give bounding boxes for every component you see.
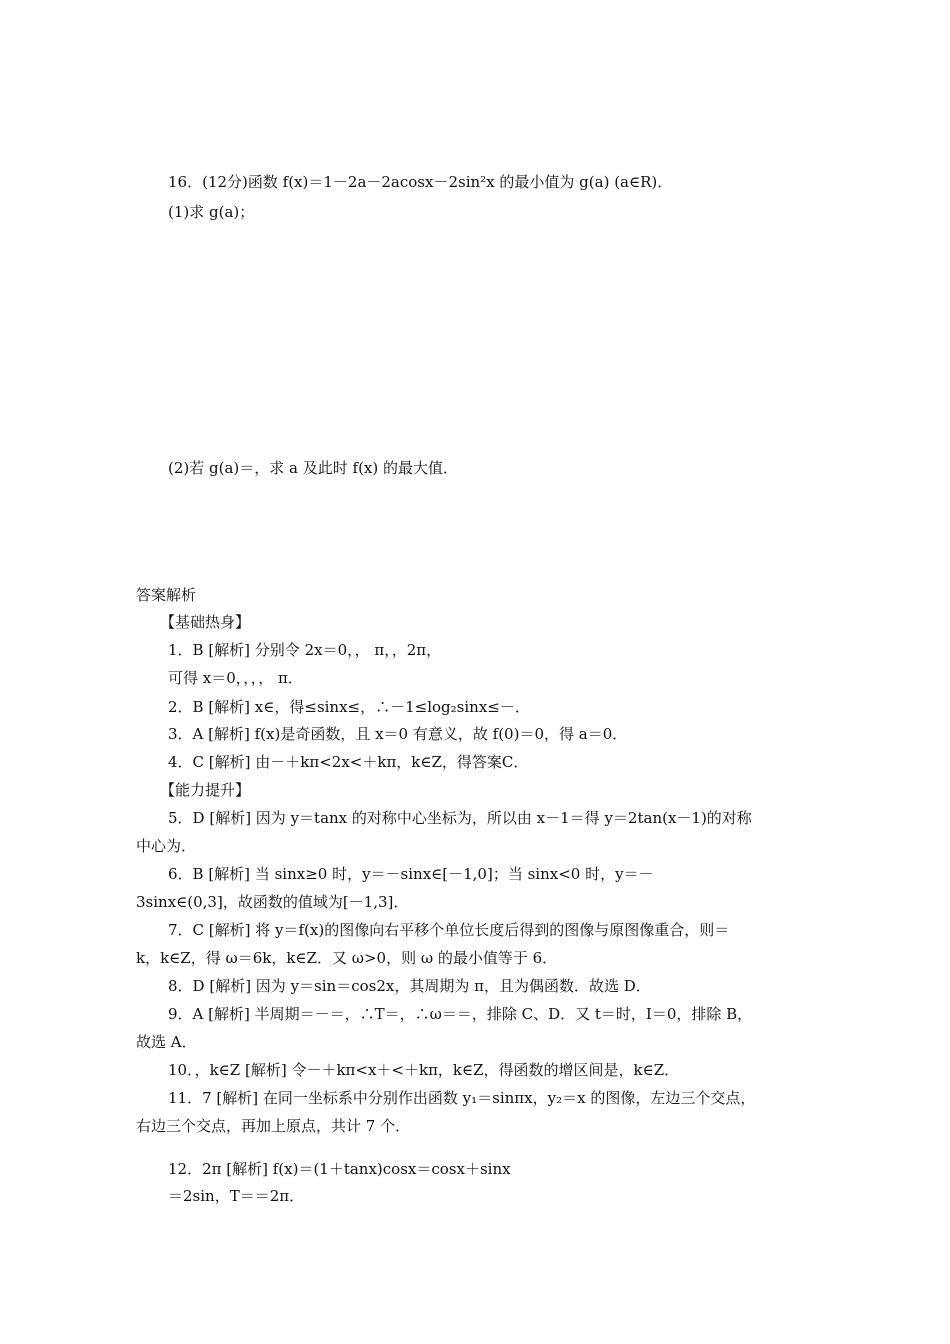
problem-16-part-2: (2)若 g(a)＝，求 a 及此时 f(x) 的最大值． [168, 459, 458, 477]
answer-line: 2．B [解析] x∈，得≤sinx≤，∴－1≤log₂sinx≤－． [168, 698, 530, 716]
answer-line: 3sinx∈(0,3]，故函数的值域为[－1,3]． [136, 893, 409, 911]
answer-line: 4．C [解析] 由－＋kπ<2x<＋kπ，k∈Z，得答案C． [168, 753, 529, 771]
answer-line: 6．B [解析] 当 sinx≥0 时，y＝－sinx∈[－1,0]；当 sinx<0 时，y＝－ [168, 865, 654, 883]
answer-line: 故选 A． [136, 1033, 197, 1051]
answer-line: 12．2π [解析] f(x)＝(1＋tanx)cosx＝cosx＋sinx [168, 1160, 511, 1178]
problem-16-stem: 16．(12分)函数 f(x)＝1－2a－2acosx－2sin²x 的最小值为 g(a) (a∈R)． [168, 173, 673, 191]
answer-line: 可得 x＝0，，，， π． [168, 669, 303, 687]
answer-line: k，k∈Z，得 ω＝6k，k∈Z．又 ω>0，则 ω 的最小值等于 6． [136, 949, 558, 967]
answer-line: 5．D [解析] 因为 y＝tanx 的对称中心坐标为，所以由 x－1＝得 y＝2tan(x－1)的对称 [168, 809, 752, 827]
answer-line: 11．7 [解析] 在同一坐标系中分别作出函数 y₁＝sinπx，y₂＝x 的图像，左边三个交点， [168, 1089, 756, 1107]
answer-line: 中心为． [136, 837, 197, 855]
answer-line: 3．A [解析] f(x)是奇函数，且 x＝0 有意义，故 f(0)＝0，得 a＝0． [168, 725, 628, 743]
section-ability-heading: 【能力提升】 [160, 781, 251, 799]
answers-title: 答案解析 [136, 586, 197, 604]
answer-line: 1．B [解析] 分别令 2x＝0，， π，，2π， [168, 641, 442, 659]
section-basic-heading: 【基础热身】 [160, 613, 251, 631]
answer-line: 10．，k∈Z [解析] 令－＋kπ<x＋<＋kπ，k∈Z，得函数的增区间是，k∈Z． [168, 1061, 680, 1079]
problem-16-part-1: (1)求 g(a)； [168, 203, 255, 221]
answer-line: 7．C [解析] 将 y＝f(x)的图像向右平移个单位长度后得到的图像与原图像重合，则＝ [168, 921, 730, 939]
answer-line: ＝2sin，T＝＝2π． [168, 1187, 305, 1205]
answer-line: 9．A [解析] 半周期＝－＝，∴T＝，∴ω＝＝，排除 C、D．又 t＝时，I＝0，排除 B， [168, 1005, 753, 1023]
answer-line: 右边三个交点，再加上原点，共计 7 个． [136, 1117, 411, 1135]
answer-line: 8．D [解析] 因为 y＝sin＝cos2x，其周期为 π，且为偶函数．故选 D． [168, 977, 651, 995]
